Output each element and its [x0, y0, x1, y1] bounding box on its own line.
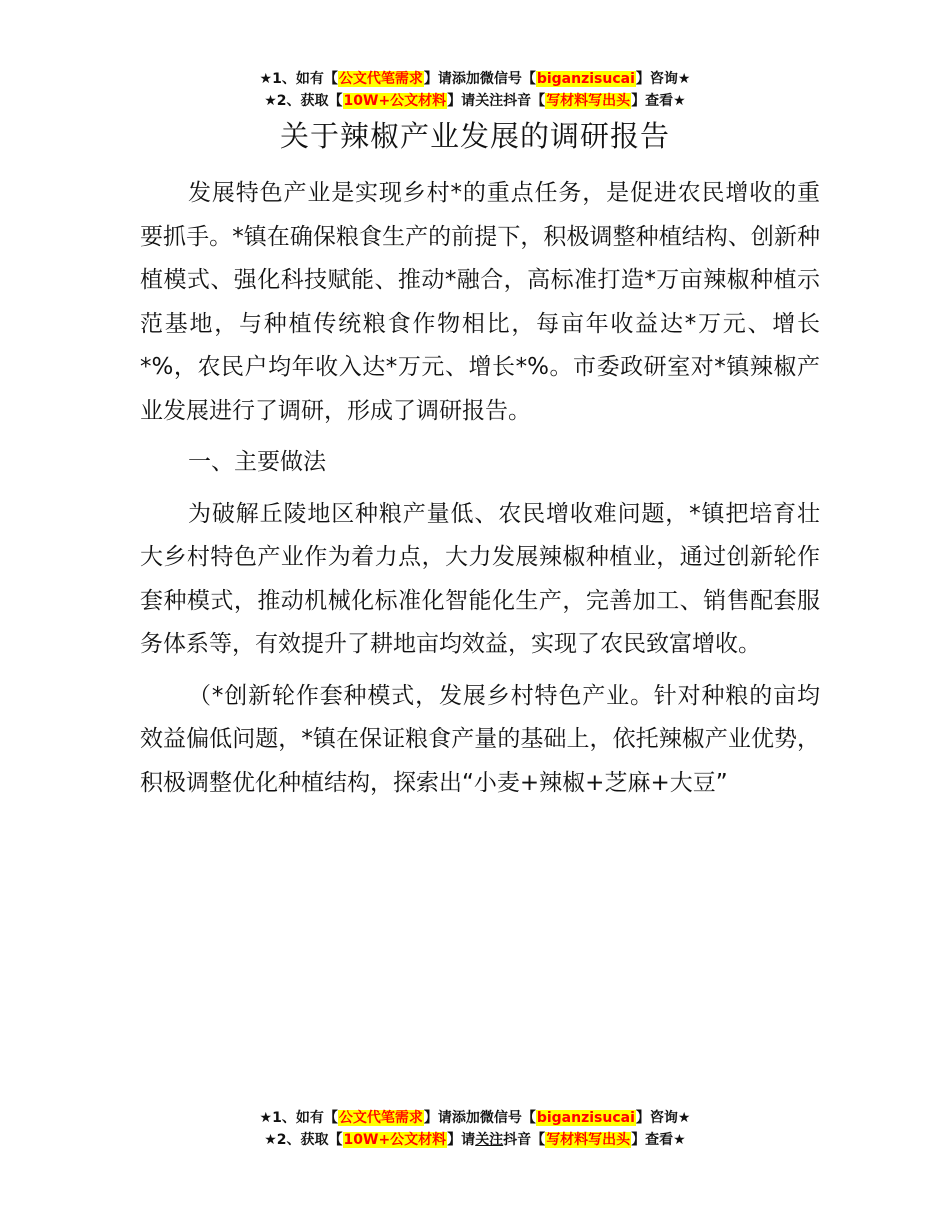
- service-highlight: 公文代笔需求: [338, 1110, 423, 1126]
- wechat-id-highlight: biganzisucai: [536, 71, 635, 87]
- materials-highlight: 10W+公文材料: [343, 1132, 447, 1148]
- douyin-highlight: 写材料写出头: [546, 1132, 631, 1148]
- materials-highlight: 10W+公文材料: [343, 93, 447, 109]
- document-title: 关于辣椒产业发展的调研报告: [279, 119, 670, 153]
- wechat-id-highlight: biganzisucai: [536, 1110, 635, 1126]
- banner-line-1: ★1、如有【公文代笔需求】请添加微信号【biganzisucai】咨询★: [259, 1110, 691, 1126]
- banner-line-1: ★1、如有【公文代笔需求】请添加微信号【biganzisucai】咨询★: [259, 71, 691, 87]
- banner-line-2: ★2、获取【10W+公文材料】请关注抖音【写材料写出头】查看★: [264, 1132, 686, 1148]
- intro-paragraph: 发展特色产业是实现乡村*的重点任务，是促进农民增收的重要抓手。*镇在确保粮食生产的前提下，积极调整种植结构、创新种植模式、强化科技赋能、推动*融合，高标准打造*万亩辣椒种植示范基地，与种植传统粮食作物相比，每亩年收益达*万元、增长*%，农民户均年收入达*万元、增长*%。市委政研室对*镇辣椒产业发展进行了调研，形成了调研报告。: [140, 180, 820, 424]
- body-paragraph: 为破解丘陵地区种粮产量低、农民增收难问题，*镇把培育壮大乡村特色产业作为着力点，大力发展辣椒种植业，通过创新轮作套种模式，推动机械化标准化智能化生产，完善加工、销售配套服务体系等，有效提升了耕地亩均效益，实现了农民致富增收。: [140, 500, 820, 657]
- body-paragraph: （*创新轮作套种模式，发展乡村特色产业。针对种粮的亩均效益偏低问题，*镇在保证粮食产量的基础上，依托辣椒产业优势，积极调整优化种植结构，探索出“小麦+辣椒+芝麻+大豆”: [140, 682, 820, 796]
- header-banner: [0, 68, 950, 112]
- section-heading: 一、主要做法: [188, 449, 326, 475]
- banner-line-2: ★2、获取【10W+公文材料】请关注抖音【写材料写出头】查看★: [264, 93, 686, 109]
- document-body: [140, 172, 820, 813]
- footer-banner: [0, 1107, 950, 1151]
- service-highlight: 公文代笔需求: [338, 71, 423, 87]
- douyin-highlight: 写材料写出头: [546, 93, 631, 109]
